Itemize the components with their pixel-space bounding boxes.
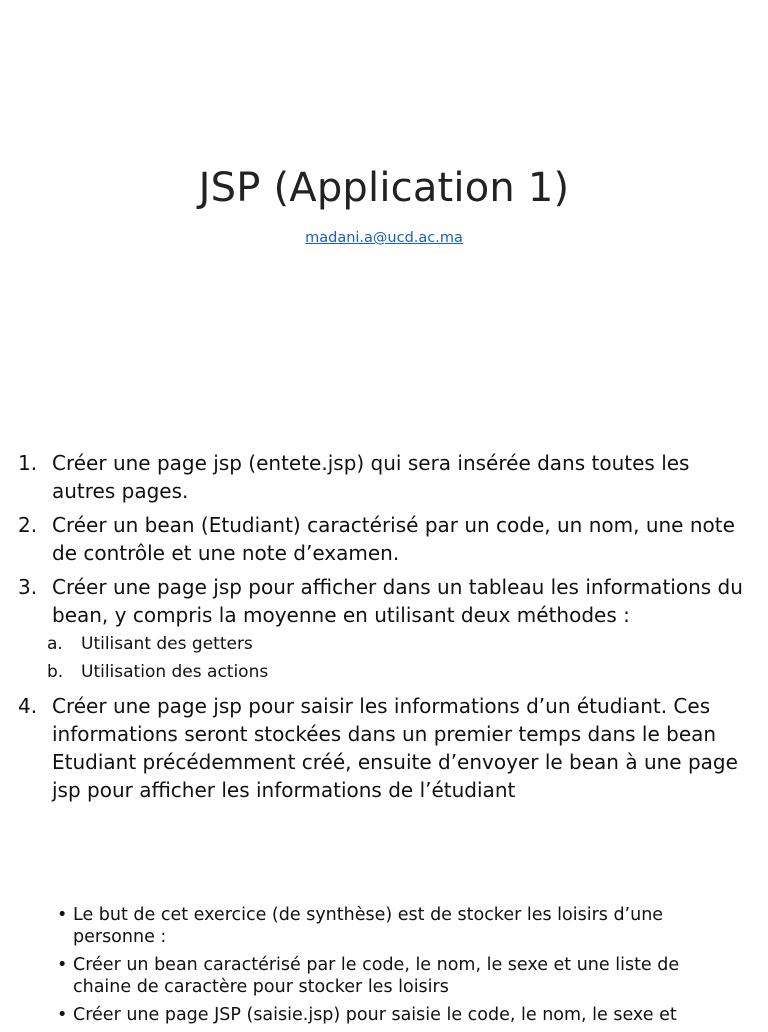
- item-number: 1.: [18, 451, 38, 475]
- bullet-text: Le but de cet exercice (de synthèse) est de stocker les loisirs d’une personne :: [73, 905, 664, 947]
- sublist-item: [47, 658, 748, 686]
- subitem-text: Utilisant des getters: [81, 634, 253, 654]
- list-item: [18, 692, 748, 804]
- title-slide: [0, 0, 768, 432]
- bullet-item: [57, 904, 737, 948]
- slide-title: JSP (Application 1): [198, 165, 570, 211]
- item-text: Créer un bean (Etudiant) caractérisé par un code, un nom, une note de contrôle et une note d’examen.: [52, 513, 735, 565]
- list-item: [18, 511, 748, 567]
- bullet-icon: •: [57, 1005, 68, 1025]
- bullet-item: [57, 954, 737, 998]
- item-text: Créer une page jsp pour saisir les informations d’un étudiant. Ces informations seront stockées dans un premier temps dans le bean Etudiant précédemment créé, ensuite d’envoyer le bean à une page jsp pour afficher les informations de l’étudiant: [52, 694, 738, 802]
- subitem-marker: b.: [47, 662, 64, 682]
- bullet-text: Créer une page JSP (saisie.jsp) pour saisie le code, le nom, le sexe et: [73, 1005, 677, 1025]
- subitem-marker: a.: [47, 634, 63, 654]
- method-sublist: [47, 630, 748, 686]
- sublist-item: [47, 630, 748, 658]
- bullet-icon: •: [57, 905, 68, 925]
- exercise-slide: [0, 432, 768, 864]
- list-item: [18, 573, 748, 686]
- bullet-text: Créer un bean caractérisé par le code, le nom, le sexe et une liste de chaine de caractère pour stocker les loisirs: [73, 955, 680, 997]
- email-line: [0, 230, 768, 246]
- bullet-item: [57, 1004, 737, 1026]
- item-number: 3.: [18, 575, 38, 599]
- exercise-list: [18, 449, 748, 810]
- item-text: Créer une page jsp pour afficher dans un tableau les informations du bean, y compris la moyenne en utilisant deux méthodes :: [52, 575, 743, 627]
- email-link[interactable]: madani.a@ucd.ac.ma: [305, 230, 463, 246]
- bullet-icon: •: [57, 955, 68, 975]
- item-number: 4.: [18, 694, 38, 718]
- item-number: 2.: [18, 513, 38, 537]
- bullet-list: [57, 904, 737, 1032]
- item-text: Créer une page jsp (entete.jsp) qui sera insérée dans toutes les autres pages.: [52, 451, 690, 503]
- synthesis-slide: [0, 864, 768, 1024]
- subitem-text: Utilisation des actions: [81, 662, 269, 682]
- list-item: [18, 449, 748, 505]
